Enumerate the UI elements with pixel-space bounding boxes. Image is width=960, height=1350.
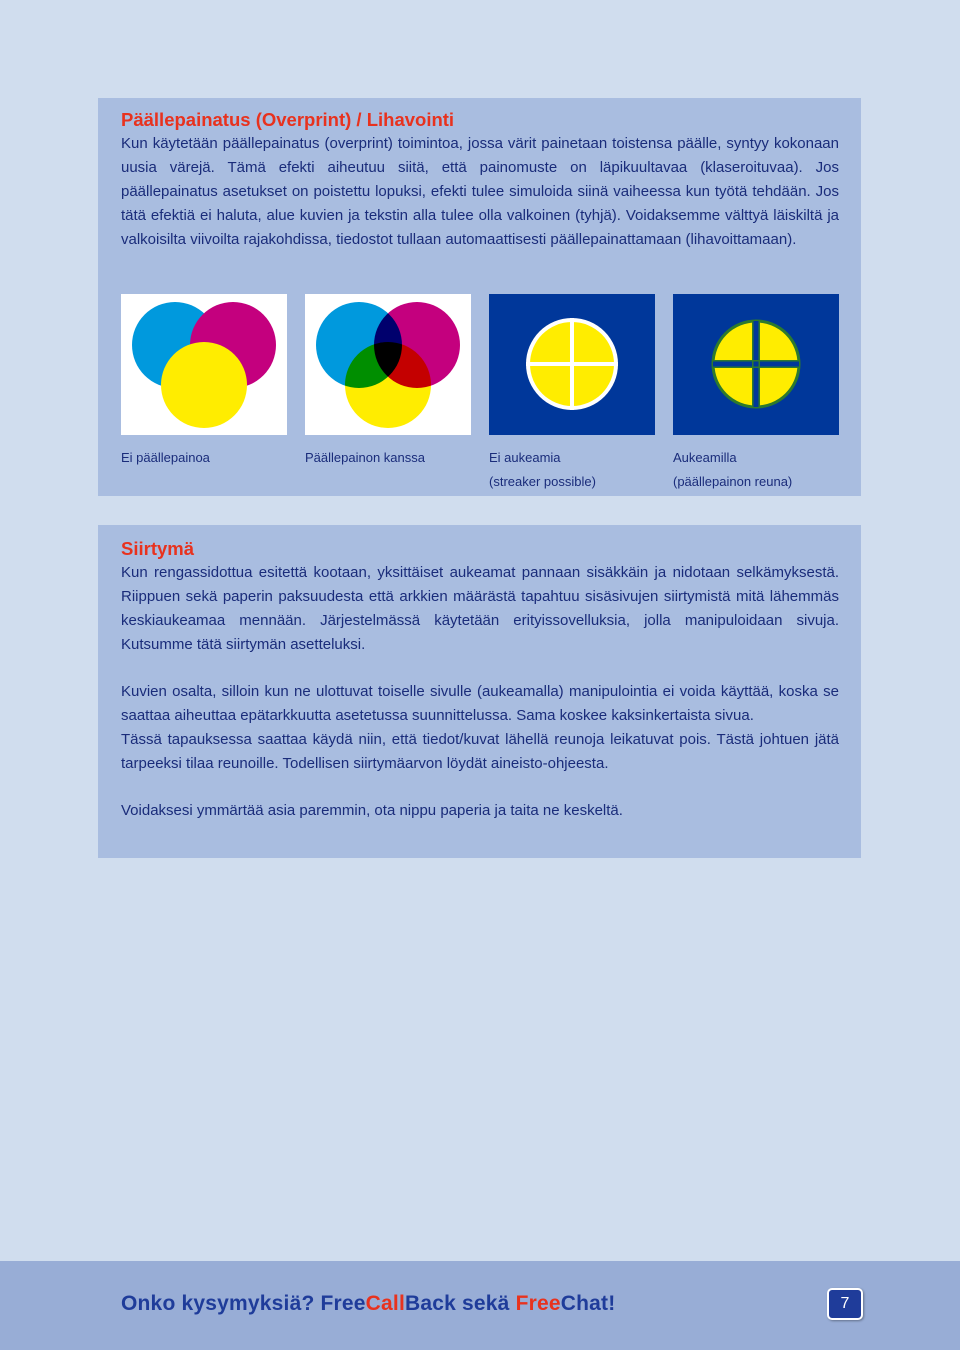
footer-slogan-call: Call (365, 1292, 405, 1315)
siirtyma-paragraph-2: Kuvien osalta, silloin kun ne ulottuvat toiselle sivulle (aukeamalla) manipulointia ei voida käyttää, koska se saattaa aiheuttaa epätarkkuutta asetetussa suunnittelussa. Sama koskee kaksinkertaista sivua. (121, 683, 839, 724)
caption-subline: (streaker possible) (489, 474, 596, 489)
overprint-section (98, 98, 861, 496)
footer-slogan-free: Free (515, 1292, 561, 1315)
cmy-circles-overprint (305, 294, 471, 435)
caption-subline: (päällepainon reuna) (673, 474, 793, 489)
overprint-heading: Päällepainatus (Overprint) / Lihavointi (121, 109, 455, 130)
footer-slogan (121, 1292, 615, 1316)
footer-slogan-part: Onko kysymyksiä? Free (121, 1292, 366, 1315)
footer-slogan-part: Chat! (560, 1292, 616, 1315)
caption-line: Ei päällepainoa (121, 450, 210, 465)
trapped-circle (673, 294, 839, 435)
siirtyma-heading: Siirtymä (121, 538, 195, 559)
caption-with-trapping (673, 446, 792, 494)
caption-no-trapping (489, 446, 596, 494)
siirtyma-paragraph-4: Voidaksesi ymmärtää asia paremmin, ota nippu paperia ja taita ne keskeltä. (121, 802, 623, 819)
siirtyma-section (98, 525, 861, 858)
figure-with-overprint (305, 294, 471, 435)
page-number-badge: 7 (827, 1288, 863, 1320)
caption-line: Ei aukeamia (489, 450, 561, 465)
caption-no-overprint (121, 446, 210, 470)
knockout-circle (489, 294, 655, 435)
siirtyma-paragraph-1: Kun rengassidottua esitettä kootaan, yksittäiset aukeamat pannaan sisäkkäin ja nidotaan selkämyksestä. Riippuen sekä paperin paksuudesta että arkkien määrästä tapahtuu sisäsivujen siirtymistä mitä lähemmäs keskiaukeamaa mennään. Järjestelmässä käytetään erityissovelluksia, jolla manipuloidaan sivuja. Kutsumme tätä siirtymän asetteluksi. (121, 564, 839, 653)
figure-no-trapping (489, 294, 655, 435)
caption-line: Päällepainon kanssa (305, 450, 425, 465)
caption-line: Aukeamilla (673, 450, 737, 465)
cmy-circles-no-overprint (121, 294, 287, 435)
figure-with-trapping (673, 294, 839, 435)
figure-no-overprint (121, 294, 287, 435)
overprint-paragraph: Kun käytetään päällepainatus (overprint) toimintoa, jossa värit painetaan toistensa päälle, syntyy kokonaan uusia värejä. Tämä efekti aiheutuu siitä, että painomuste on läpikuultavaa (klaseroituvaa). Jos päällepainatus asetukset on poistettu lopuksi, efekti tulee simuloida siinä vaiheessa kun työtä tehdään. Jos tätä efektiä ei haluta, alue kuvien ja tekstin alla tulee olla valkoinen (tyhjä). Voidaksemme välttyä läiskiltä ja valkoisilta viivoilta rajakohdissa, tiedostot tullaan automaattisesti päällepainattamaan (lihavoittamaan). (121, 135, 839, 248)
siirtyma-paragraph-3: Tässä tapauksessa saattaa käydä niin, että tiedot/kuvat lähellä reunoja leikatuvat pois. Tästä johtuen jätä tarpeeksi tilaa reunoille. Todellisen siirtymäarvon löydät aineisto-ohjeesta. (121, 731, 839, 772)
footer-slogan-part: Back sekä (405, 1292, 516, 1315)
caption-with-overprint (305, 446, 425, 470)
